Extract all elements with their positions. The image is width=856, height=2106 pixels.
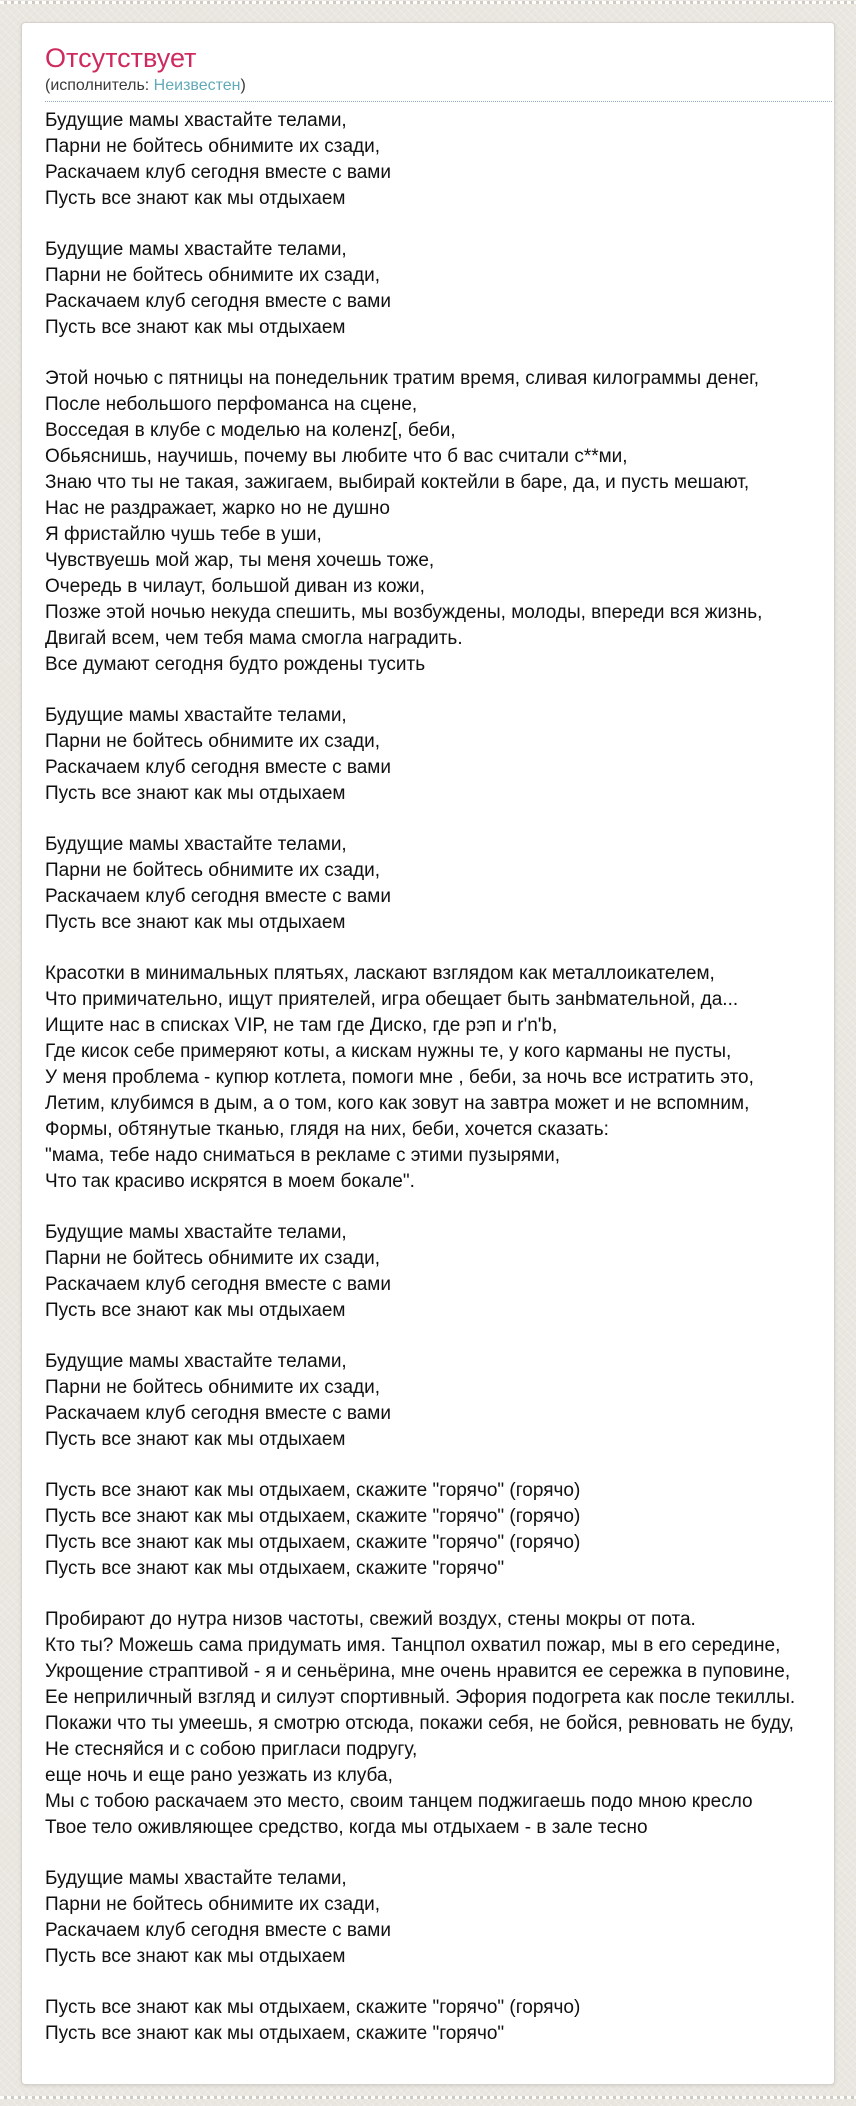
lyrics-line: Пусть все знают как мы отдыхаем, скажите "горячо" (горячо) (45, 1480, 581, 1501)
lyrics-line: Парни не бойтесь обнимите их сзади, (45, 860, 381, 881)
lyrics-line: После небольшого перфоманса на сцене, (45, 394, 418, 415)
lyrics-line: Будущие мамы хвастайте телами, (45, 110, 347, 131)
artist-close-paren: ) (240, 77, 246, 94)
lyrics-stanza (45, 1220, 834, 1324)
lyrics-line: Что так красиво искрятся в моем бокале". (45, 1171, 415, 1192)
lyrics-line: Пусть все знают как мы отдыхаем, скажите "горячо" (горячо) (45, 1997, 581, 2018)
lyrics-line: Раскачаем клуб сегодня вместе с вами (45, 757, 391, 778)
lyrics-line: Раскачаем клуб сегодня вместе с вами (45, 162, 391, 183)
lyrics-line: Знаю что ты не такая, зажигаем, выбирай коктейли в баре, да, и пусть мешают, (45, 472, 750, 493)
lyrics-line: Этой ночью с пятницы на понедельник тратим время, сливая килограммы денег, (45, 368, 760, 389)
lyrics-line: У меня проблема - купюр котлета, помоги мне , беби, за ночь все истратить это, (45, 1067, 754, 1088)
lyrics-line: Пусть все знают как мы отдыхаем, скажите "горячо" (45, 2023, 505, 2044)
lyrics-line: Пусть все знают как мы отдыхаем (45, 783, 346, 804)
artist-label: (исполнитель: (45, 77, 154, 94)
lyrics-line: Парни не бойтесь обнимите их сзади, (45, 265, 381, 286)
lyrics-line: Твое тело оживляющее средство, когда мы отдыхаем - в зале тесно (45, 1817, 648, 1838)
lyrics-line: Красотки в минимальных плятьях, ласкают взглядом как металлоикателем, (45, 963, 715, 984)
lyrics-stanza (45, 366, 834, 678)
lyrics-line: Летим, клубимся в дым, а о том, кого как зовут на завтра может и не вспомним, (45, 1093, 750, 1114)
lyrics-line: Я фристайлю чушь тебе в уши, (45, 524, 322, 545)
lyrics-line: Будущие мамы хвастайте телами, (45, 1351, 347, 1372)
lyrics-line: Что примичательно, ищут приятелей, игра обещает быть занbмательной, да... (45, 989, 739, 1010)
lyrics-line: Очередь в чилаут, большой диван из кожи, (45, 576, 425, 597)
lyrics-line: Восседая в клубе с моделью на коленz[, беби, (45, 420, 456, 441)
lyrics-line: Парни не бойтесь обнимите их сзади, (45, 1377, 381, 1398)
lyrics-line: Пусть все знают как мы отдыхаем (45, 1946, 346, 1967)
lyrics-stanza (45, 1607, 834, 1841)
lyrics-line: Раскачаем клуб сегодня вместе с вами (45, 291, 391, 312)
lyrics-line: Будущие мамы хвастайте телами, (45, 705, 347, 726)
lyrics-line: Двигай всем, чем тебя мама смогла наградить. (45, 628, 463, 649)
lyrics-stanza (45, 1995, 834, 2047)
lyrics-text (45, 108, 834, 2047)
lyrics-line: Раскачаем клуб сегодня вместе с вами (45, 886, 391, 907)
lyrics-line: Парни не бойтесь обнимите их сзади, (45, 1894, 381, 1915)
lyrics-stanza (45, 1349, 834, 1453)
lyrics-line: Нас не раздражает, жарко но не душно (45, 498, 390, 519)
lyrics-line: Будущие мамы хвастайте телами, (45, 1868, 347, 1889)
lyrics-line: Мы с тобою раскачаем это место, своим танцем поджигаешь подо мною кресло (45, 1791, 753, 1812)
lyrics-stanza (45, 237, 834, 341)
lyrics-line: Будущие мамы хвастайте телами, (45, 834, 347, 855)
lyrics-line: Парни не бойтесь обнимите их сзади, (45, 1248, 381, 1269)
lyrics-line: Пусть все знают как мы отдыхаем (45, 1429, 346, 1450)
lyrics-line: Пусть все знают как мы отдыхаем, скажите "горячо" (горячо) (45, 1506, 581, 1527)
lyrics-line: Пусть все знают как мы отдыхаем (45, 1300, 346, 1321)
lyrics-stanza (45, 832, 834, 936)
page-bottom-dotted-border (0, 2096, 856, 2099)
lyrics-line: Раскачаем клуб сегодня вместе с вами (45, 1274, 391, 1295)
lyrics-line: Обьяснишь, научишь, почему вы любите что б вас считали с**ми, (45, 446, 628, 467)
lyrics-line: Пусть все знают как мы отдыхаем (45, 912, 346, 933)
lyrics-card (21, 22, 835, 2085)
lyrics-line: Покажи что ты умеешь, я смотрю отсюда, покажи себя, не бойся, ревновать не буду, (45, 1713, 794, 1734)
lyrics-line: "мама, тебе надо сниматься в рекламе с этими пузырями, (45, 1145, 561, 1166)
lyrics-line: еще ночь и еще рано уезжать из клуба, (45, 1765, 393, 1786)
lyrics-stanza (45, 961, 834, 1195)
song-title: Отсутствует (45, 43, 197, 73)
lyrics-line: Пусть все знают как мы отдыхаем, скажите "горячо" (45, 1558, 505, 1579)
lyrics-line: Парни не бойтесь обнимите их сзади, (45, 731, 381, 752)
lyrics-line: Формы, обтянутые тканью, глядя на них, беби, хочется сказать: (45, 1119, 609, 1140)
lyrics-stanza (45, 108, 834, 212)
lyrics-line: Пусть все знают как мы отдыхаем (45, 317, 346, 338)
lyrics-line: Раскачаем клуб сегодня вместе с вами (45, 1920, 391, 1941)
lyrics-stanza (45, 1866, 834, 1970)
lyrics-line: Ее неприличный взгляд и силуэт спортивный. Эфория подогрета как после текиллы. (45, 1687, 796, 1708)
lyrics-stanza (45, 703, 834, 807)
lyrics-line: Раскачаем клуб сегодня вместе с вами (45, 1403, 391, 1424)
lyrics-stanza (45, 1478, 834, 1582)
lyrics-line: Пусть все знают как мы отдыхаем, скажите "горячо" (горячо) (45, 1532, 581, 1553)
lyrics-line: Где кисок себе примеряют коты, а кискам нужны те, у кого карманы не пусты, (45, 1041, 732, 1062)
lyrics-line: Пусть все знают как мы отдыхаем (45, 188, 346, 209)
artist-line (45, 76, 832, 102)
lyrics-line: Позже этой ночью некуда спешить, мы возбуждены, молоды, впереди вся жизнь, (45, 602, 763, 623)
page-top-dotted-border (0, 1, 856, 4)
lyrics-line: Пробирают до нутра низов частоты, свежий воздух, стены мокры от пота. (45, 1609, 696, 1630)
lyrics-line: Чувствуешь мой жар, ты меня хочешь тоже, (45, 550, 435, 571)
lyrics-line: Парни не бойтесь обнимите их сзади, (45, 136, 381, 157)
lyrics-line: Кто ты? Можешь сама придумать имя. Танцпол охватил пожар, мы в его середине, (45, 1635, 781, 1656)
lyrics-line: Будущие мамы хвастайте телами, (45, 1222, 347, 1243)
lyrics-line: Не стесняйся и с собою пригласи подругу, (45, 1739, 418, 1760)
artist-link[interactable]: Неизвестен (153, 77, 241, 94)
lyrics-line: Укрощение страптивой - я и сеньёрина, мне очень нравится ее сережка в пуповине, (45, 1661, 791, 1682)
lyrics-line: Будущие мамы хвастайте телами, (45, 239, 347, 260)
lyrics-line: Все думают сегодня будто рождены тусить (45, 654, 426, 675)
lyrics-line: Ищите нас в списках VIP, не там где Диско, где рэп и r'n'b, (45, 1015, 558, 1036)
